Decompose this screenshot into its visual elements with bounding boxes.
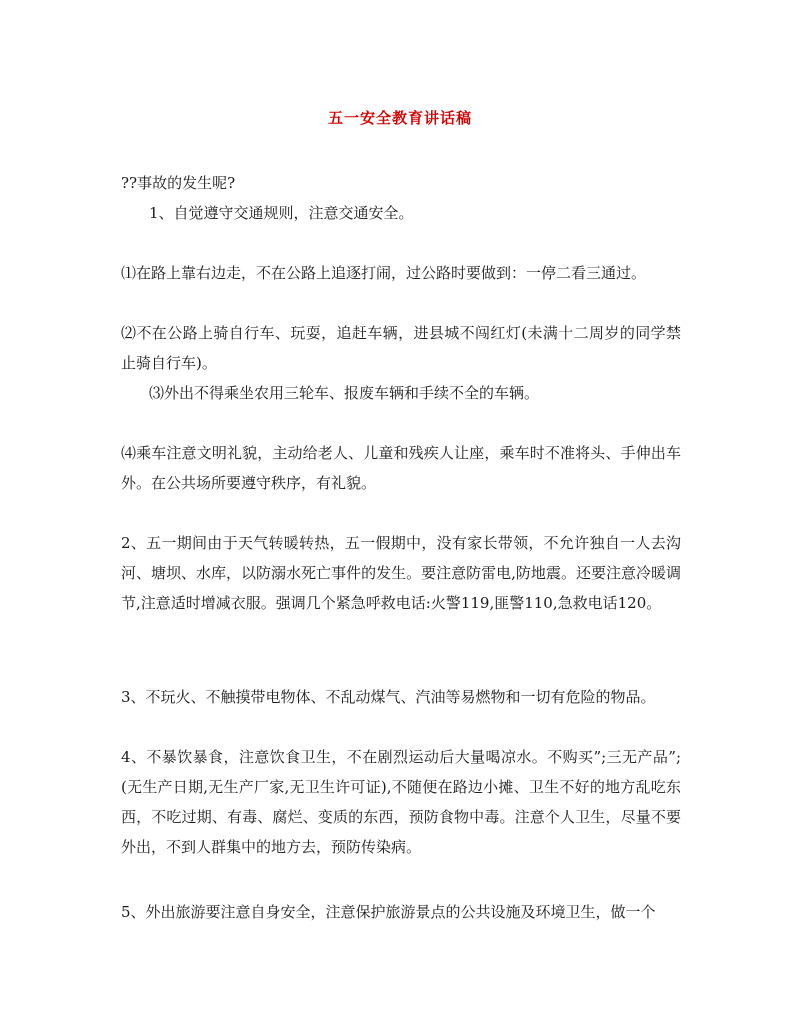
paragraph: ⑵不在公路上骑自行车、玩耍，追赶车辆，进县城不闯红灯(未满十二周岁的同学禁止骑自行车)。 bbox=[121, 324, 681, 372]
paragraph: 4、不暴饮暴食，注意饮食卫生，不在剧烈运动后大量喝凉水。不购买”;三无产品”;(无生产日期,无生产厂家,无卫生许可证),不随便在路边小摊、卫生不好的地方乱吃东西，不吃过期、有毒、腐烂、变质的东西，预防食物中毒。注意个人卫生，尽量不要外出，不到人群集中的地方去，预防传染病。 bbox=[121, 748, 681, 856]
paragraph: ??事故的发生呢? bbox=[121, 174, 236, 192]
paragraph: 5、外出旅游要注意自身安全，注意保护旅游景点的公共设施及环境卫生，做一个 bbox=[121, 903, 656, 921]
paragraph: 2、五一期间由于天气转暖转热，五一假期中，没有家长带领，不允许独自一人去沟河、塘坝、水库，以防溺水死亡事件的发生。要注意防雷电,防地震。还要注意冷暖调节,注意适时增减衣服。强调几个紧急呼救电话:火警119,匪警110,急救电话120。 bbox=[121, 534, 681, 612]
paragraph: 1、自觉遵守交通规则，注意交通安全。 bbox=[149, 204, 414, 222]
paragraph: ⑴在路上靠右边走，不在公路上追逐打闹，过公路时要做到：一停二看三通过。 bbox=[121, 264, 647, 282]
paragraph: 3、不玩火、不触摸带电物体、不乱动煤气、汽油等易燃物和一切有危险的物品。 bbox=[121, 688, 656, 706]
paragraph: ⑶外出不得乘坐农用三轮车、报废车辆和手续不全的车辆。 bbox=[149, 384, 540, 402]
document-title: 五一安全教育讲话稿 bbox=[327, 109, 472, 127]
paragraph: ⑷乘车注意文明礼貌，主动给老人、儿童和残疾人让座，乘车时不准将头、手伸出车外。在公共场所要遵守秩序，有礼貌。 bbox=[121, 444, 681, 492]
